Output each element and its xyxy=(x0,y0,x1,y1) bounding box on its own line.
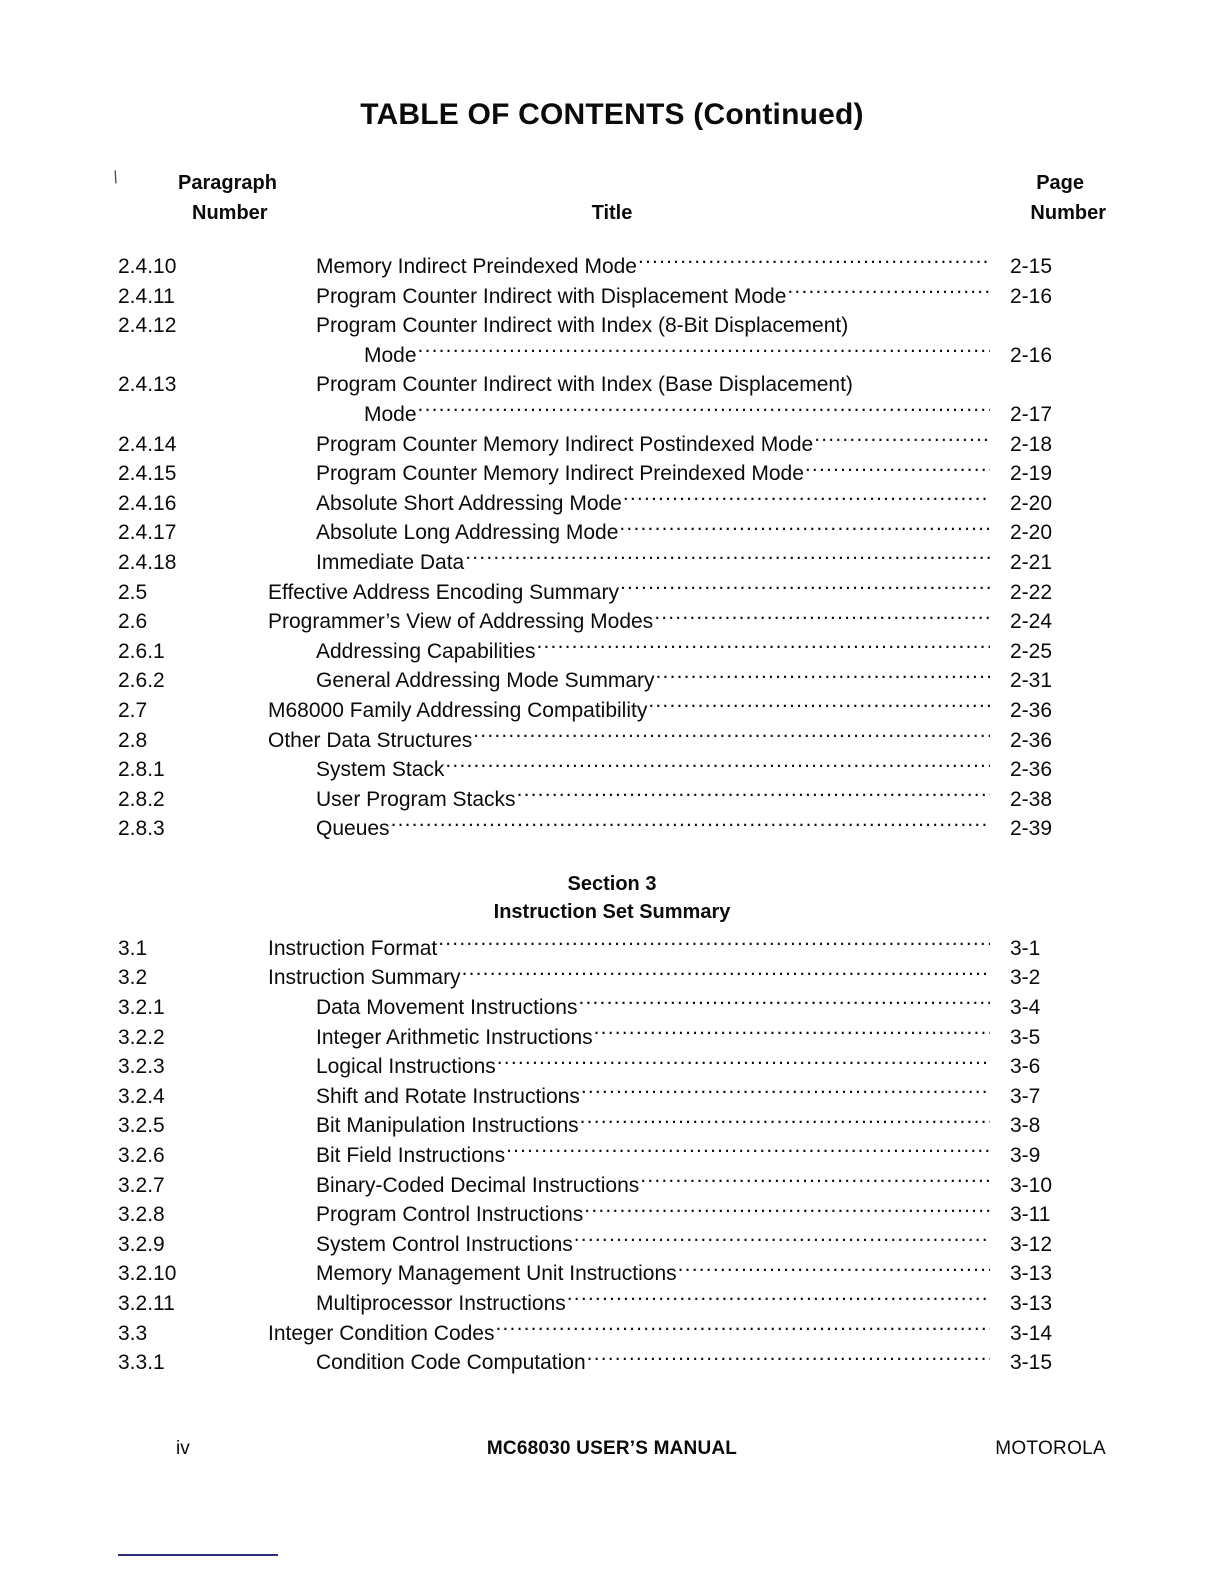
toc-leader-dots xyxy=(620,578,990,599)
toc-entry-title: Program Counter Indirect with Index (8-Bit Displacement) xyxy=(316,314,849,338)
page-header-line2: Number xyxy=(1030,202,1106,224)
toc-entry-number: 3.2.5 xyxy=(118,1114,165,1138)
toc-entry[interactable] xyxy=(118,1141,1106,1171)
toc-entry-number: 3.2.7 xyxy=(118,1173,165,1197)
toc-entry-title-wrap xyxy=(268,785,992,815)
toc-entry-number: 3.2.1 xyxy=(118,996,165,1020)
toc-leader-dots xyxy=(805,459,990,480)
toc-leader-dots xyxy=(438,934,990,955)
toc-leader-dots xyxy=(495,1319,990,1340)
toc-entry-page: 3-6 xyxy=(1010,1055,1041,1079)
toc-entry[interactable] xyxy=(118,1023,1106,1053)
toc-entry[interactable] xyxy=(118,666,1106,696)
toc-entry-title: Integer Condition Codes xyxy=(268,1321,495,1345)
toc-leader-dots xyxy=(581,1082,990,1103)
page-header-line1: Page xyxy=(1036,172,1084,194)
title-column-header: Title xyxy=(591,202,633,224)
section-label: Section 3 xyxy=(567,872,657,895)
toc-entry[interactable] xyxy=(118,282,1106,312)
page-title: TABLE OF CONTENTS (Continued) xyxy=(360,98,864,131)
toc-leader-dots xyxy=(574,1230,990,1251)
toc-entry-title-wrap xyxy=(268,459,992,489)
toc-entry-title: General Addressing Mode Summary xyxy=(316,669,655,693)
toc-entry-number: 2.4.18 xyxy=(118,550,177,574)
toc-entry-page: 2-22 xyxy=(1010,580,1053,604)
toc-entry-number: 2.6.1 xyxy=(118,639,165,663)
toc-entry-title: Memory Management Unit Instructions xyxy=(316,1262,677,1286)
toc-entry-title-wrap xyxy=(268,1023,992,1053)
toc-entry-title-wrap xyxy=(268,252,992,282)
toc-entry-page: 3-14 xyxy=(1010,1321,1053,1345)
toc-entry[interactable] xyxy=(118,1319,1106,1349)
toc-entry-page: 2-25 xyxy=(1010,639,1053,663)
toc-entry[interactable] xyxy=(118,370,1106,400)
toc-entry-number: 2.8.1 xyxy=(118,758,165,782)
toc-entry[interactable] xyxy=(118,1111,1106,1141)
stray-pen-mark: \ xyxy=(111,167,120,188)
toc-entry-title: Bit Field Instructions xyxy=(316,1144,506,1168)
page-column-header xyxy=(926,168,1106,228)
toc-entry[interactable] xyxy=(118,785,1106,815)
toc-leader-dots xyxy=(445,755,990,776)
toc-entry-title-wrap xyxy=(268,1052,992,1082)
toc-entry-page: 2-36 xyxy=(1010,698,1053,722)
toc-entry-number: 2.8.2 xyxy=(118,787,165,811)
toc-entry[interactable] xyxy=(118,1200,1106,1230)
toc-entry-title: Effective Address Encoding Summary xyxy=(268,580,619,604)
toc-entry-title: Program Control Instructions xyxy=(316,1203,584,1227)
toc-leader-dots xyxy=(506,1141,990,1162)
footer-manual-title: MC68030 USER’S MANUAL xyxy=(486,1438,738,1459)
toc-entry-number: 2.5 xyxy=(118,580,148,604)
toc-leader-dots xyxy=(623,489,990,510)
toc-section-3-list xyxy=(118,934,1106,1378)
toc-entry-number: 2.6.2 xyxy=(118,669,165,693)
toc-leader-dots xyxy=(587,1348,990,1369)
toc-entry-title-wrap xyxy=(268,548,992,578)
toc-entry[interactable] xyxy=(118,814,1106,844)
toc-entry-number: 2.8 xyxy=(118,728,148,752)
toc-leader-dots xyxy=(678,1259,990,1280)
toc-leader-dots xyxy=(648,696,990,717)
toc-entry-title: Program Counter Memory Indirect Postindexed Mode xyxy=(316,432,814,456)
toc-entry[interactable] xyxy=(118,341,1106,371)
toc-leader-dots xyxy=(418,341,990,362)
toc-entry-number: 3.2.10 xyxy=(118,1262,177,1286)
toc-entry-title: Programmer’s View of Addressing Modes xyxy=(268,610,654,634)
toc-entry-number: 2.8.3 xyxy=(118,817,165,841)
toc-entry-title: Bit Manipulation Instructions xyxy=(316,1114,579,1138)
toc-entry-title: System Control Instructions xyxy=(316,1232,573,1256)
toc-entry-title: Other Data Structures xyxy=(268,728,473,752)
toc-leader-dots xyxy=(594,1023,990,1044)
toc-leader-dots xyxy=(638,252,990,273)
toc-entry-number: 2.7 xyxy=(118,698,148,722)
toc-entry-number: 2.4.16 xyxy=(118,491,177,515)
toc-entry-title-wrap xyxy=(268,934,992,964)
toc-entry-title-wrap xyxy=(268,489,992,519)
toc-entry-title: M68000 Family Addressing Compatibility xyxy=(268,698,648,722)
toc-entry-title-wrap xyxy=(268,1141,992,1171)
toc-entry-page: 2-21 xyxy=(1010,550,1053,574)
toc-entry-number: 2.4.10 xyxy=(118,255,177,278)
toc-entry-title: Immediate Data xyxy=(316,550,465,574)
toc-entry[interactable] xyxy=(118,755,1106,785)
toc-leader-dots xyxy=(814,430,990,451)
toc-leader-dots xyxy=(654,607,990,628)
toc-entry-page: 2-39 xyxy=(1010,817,1053,841)
toc-entry-title: System Stack xyxy=(316,758,445,782)
toc-entry-title: Queues xyxy=(316,817,390,841)
toc-leader-dots xyxy=(619,518,990,539)
toc-entry-page: 3-13 xyxy=(1010,1262,1053,1286)
toc-leader-dots xyxy=(787,282,990,303)
toc-entry-title-wrap xyxy=(268,282,992,312)
toc-entry[interactable] xyxy=(118,252,1106,282)
toc-entry-page: 2-16 xyxy=(1010,343,1053,367)
toc-entry[interactable] xyxy=(118,1230,1106,1260)
toc-entry[interactable] xyxy=(118,696,1106,726)
toc-entry-number: 3.2.8 xyxy=(118,1203,165,1227)
toc-leader-dots xyxy=(567,1289,990,1310)
toc-leader-dots xyxy=(517,785,990,806)
toc-entry-title: Binary-Coded Decimal Instructions xyxy=(316,1173,640,1197)
toc-entry[interactable] xyxy=(118,607,1106,637)
toc-entry[interactable] xyxy=(118,1052,1106,1082)
toc-entry-page: 2-16 xyxy=(1010,284,1053,308)
toc-entry-title-wrap xyxy=(268,341,992,371)
toc-entry[interactable] xyxy=(118,1289,1106,1319)
toc-entry[interactable] xyxy=(118,311,1106,341)
toc-entry-number: 3.2.4 xyxy=(118,1084,165,1108)
toc-entry-number: 2.4.11 xyxy=(118,284,175,308)
toc-entry-number: 3.3.1 xyxy=(118,1351,165,1375)
toc-entry-title-wrap xyxy=(268,814,992,844)
toc-entry-number: 2.4.13 xyxy=(118,373,177,397)
toc-entry-page: 3-5 xyxy=(1010,1025,1041,1049)
toc-entry-title: Program Counter Memory Indirect Preindexed Mode xyxy=(316,462,804,486)
toc-entry-number: 3.1 xyxy=(118,936,148,960)
toc-entry-title-wrap xyxy=(268,400,992,430)
toc-entry-page: 2-24 xyxy=(1010,610,1053,634)
toc-entry-page: 2-18 xyxy=(1010,432,1053,456)
toc-entry-title-wrap xyxy=(268,430,992,460)
toc-entry-title-wrap xyxy=(268,1200,992,1230)
toc-entry[interactable] xyxy=(118,430,1106,460)
toc-entry-title: Condition Code Computation xyxy=(316,1351,586,1375)
toc-entry-number: 2.4.17 xyxy=(118,521,177,545)
toc-entry-number: 2.4.15 xyxy=(118,462,177,486)
toc-entry[interactable] xyxy=(118,459,1106,489)
toc-entry-title: Logical Instructions xyxy=(316,1055,496,1079)
toc-entry-number: 3.2 xyxy=(118,966,148,990)
toc-entry-title-wrap xyxy=(268,518,992,548)
toc-entry-title: Integer Arithmetic Instructions xyxy=(316,1025,593,1049)
toc-entry-title-wrap xyxy=(268,1259,992,1289)
toc-entry[interactable] xyxy=(118,726,1106,756)
toc-leader-dots xyxy=(584,1200,990,1221)
toc-entry-number: 3.2.3 xyxy=(118,1055,165,1079)
toc-entry-title-wrap xyxy=(268,993,992,1023)
toc-entry-title-wrap xyxy=(268,963,992,993)
toc-entry-page: 3-1 xyxy=(1010,936,1041,960)
page-footer xyxy=(118,1438,1106,1466)
toc-entry-page: 3-4 xyxy=(1010,996,1041,1020)
toc-leader-dots xyxy=(465,548,990,569)
toc-entry[interactable] xyxy=(118,489,1106,519)
paragraph-header-line1: Paragraph xyxy=(178,172,277,194)
toc-entry-number: 2.6 xyxy=(118,610,148,634)
toc-entry-title: Addressing Capabilities xyxy=(316,639,536,663)
toc-entry-title: Absolute Short Addressing Mode xyxy=(316,491,622,515)
paragraph-header-line2: Number xyxy=(192,202,268,224)
toc-entry-title-wrap xyxy=(268,1348,992,1378)
toc-leader-dots xyxy=(418,400,990,421)
toc-entry-number: 2.4.14 xyxy=(118,432,177,456)
toc-entry-number: 3.3 xyxy=(118,1321,148,1345)
section-heading xyxy=(118,870,1106,926)
toc-entry-title-wrap xyxy=(268,726,992,756)
toc-entry-title: Data Movement Instructions xyxy=(316,996,578,1020)
toc-entry-title-wrap xyxy=(268,666,992,696)
toc-entry-page: 3-8 xyxy=(1010,1114,1041,1138)
toc-entry-title-wrap xyxy=(268,607,992,637)
toc-entry[interactable] xyxy=(118,963,1106,993)
toc-section-2-list xyxy=(118,252,1106,844)
toc-entry-number: 3.2.2 xyxy=(118,1025,165,1049)
toc-entry-title-wrap xyxy=(268,311,992,341)
toc-entry[interactable] xyxy=(118,1082,1106,1112)
toc-entry-page: 3-11 xyxy=(1010,1203,1051,1227)
toc-entry-title-wrap xyxy=(268,1289,992,1319)
toc-entry-title-wrap xyxy=(268,578,992,608)
toc-entry-number: 3.2.9 xyxy=(118,1232,165,1256)
toc-entry-title-wrap xyxy=(268,1230,992,1260)
toc-entry-title-wrap xyxy=(268,1171,992,1201)
toc-entry-page: 2-36 xyxy=(1010,728,1053,752)
toc-entry-title: User Program Stacks xyxy=(316,787,516,811)
footer-page-number: iv xyxy=(176,1438,190,1459)
toc-entry-page: 2-38 xyxy=(1010,787,1053,811)
toc-entry-page: 3-7 xyxy=(1010,1084,1041,1108)
toc-leader-dots xyxy=(580,1111,990,1132)
toc-entry-page: 2-20 xyxy=(1010,521,1053,545)
toc-leader-dots xyxy=(536,637,990,658)
toc-entry-title: Program Counter Indirect with Index (Base Displacement) xyxy=(316,373,853,397)
toc-entry-title-wrap xyxy=(268,1082,992,1112)
toc-entry[interactable] xyxy=(118,1348,1106,1378)
toc-entry-page: 3-13 xyxy=(1010,1292,1053,1315)
toc-entry-page: 2-31 xyxy=(1010,669,1053,693)
toc-entry-title-wrap xyxy=(268,637,992,667)
toc-leader-dots xyxy=(462,963,990,984)
toc-entry[interactable] xyxy=(118,1171,1106,1201)
toc-entry-title: Instruction Format xyxy=(268,936,438,960)
toc-leader-dots xyxy=(497,1052,990,1073)
toc-entry-title: Program Counter Indirect with Displacement Mode xyxy=(316,284,787,308)
toc-entry-title: Shift and Rotate Instructions xyxy=(316,1084,580,1108)
toc-entry-title: Mode xyxy=(364,343,417,367)
toc-entry[interactable] xyxy=(118,637,1106,667)
toc-entry-title-wrap xyxy=(268,1111,992,1141)
toc-entry-title: Absolute Long Addressing Mode xyxy=(316,521,619,545)
toc-entry-title: Multiprocessor Instructions xyxy=(316,1292,566,1315)
toc-entry-title-wrap xyxy=(268,1319,992,1349)
toc-entry-title: Memory Indirect Preindexed Mode xyxy=(316,255,637,278)
toc-entry-title: Mode xyxy=(364,402,417,426)
toc-entry-title-wrap xyxy=(268,370,992,400)
toc-leader-dots xyxy=(391,814,990,835)
toc-leader-dots xyxy=(578,993,990,1014)
toc-entry-number: 2.4.12 xyxy=(118,314,177,338)
toc-entry-title-wrap xyxy=(268,696,992,726)
toc-entry-page: 2-20 xyxy=(1010,491,1053,515)
toc-entry-page: 2-15 xyxy=(1010,255,1053,278)
toc-entry-page: 3-10 xyxy=(1010,1173,1053,1197)
toc-entry[interactable] xyxy=(118,993,1106,1023)
toc-entry-number: 3.2.11 xyxy=(118,1292,175,1315)
footer-company: MOTOROLA xyxy=(995,1438,1106,1459)
toc-entry-number: 3.2.6 xyxy=(118,1144,165,1168)
toc-entry[interactable] xyxy=(118,578,1106,608)
toc-entry-page: 2-17 xyxy=(1010,402,1053,426)
toc-entry-title-wrap xyxy=(268,755,992,785)
toc-entry[interactable] xyxy=(118,548,1106,578)
table-of-contents xyxy=(118,252,1106,1378)
bottom-rule xyxy=(118,1554,278,1556)
section-name: Instruction Set Summary xyxy=(493,900,731,923)
toc-entry[interactable] xyxy=(118,400,1106,430)
toc-entry-page: 3-9 xyxy=(1010,1144,1041,1168)
toc-entry[interactable] xyxy=(118,934,1106,964)
column-headers xyxy=(118,168,1106,230)
toc-entry-page: 3-2 xyxy=(1010,966,1041,990)
toc-leader-dots xyxy=(473,726,990,747)
toc-entry-page: 3-15 xyxy=(1010,1351,1053,1375)
toc-entry-page: 2-19 xyxy=(1010,462,1053,486)
toc-leader-dots xyxy=(656,666,991,687)
toc-leader-dots xyxy=(640,1171,990,1192)
toc-entry-page: 2-36 xyxy=(1010,758,1053,782)
toc-entry[interactable] xyxy=(118,518,1106,548)
toc-entry-title: Instruction Summary xyxy=(268,966,461,990)
toc-entry-page: 3-12 xyxy=(1010,1232,1053,1256)
toc-entry[interactable] xyxy=(118,1259,1106,1289)
